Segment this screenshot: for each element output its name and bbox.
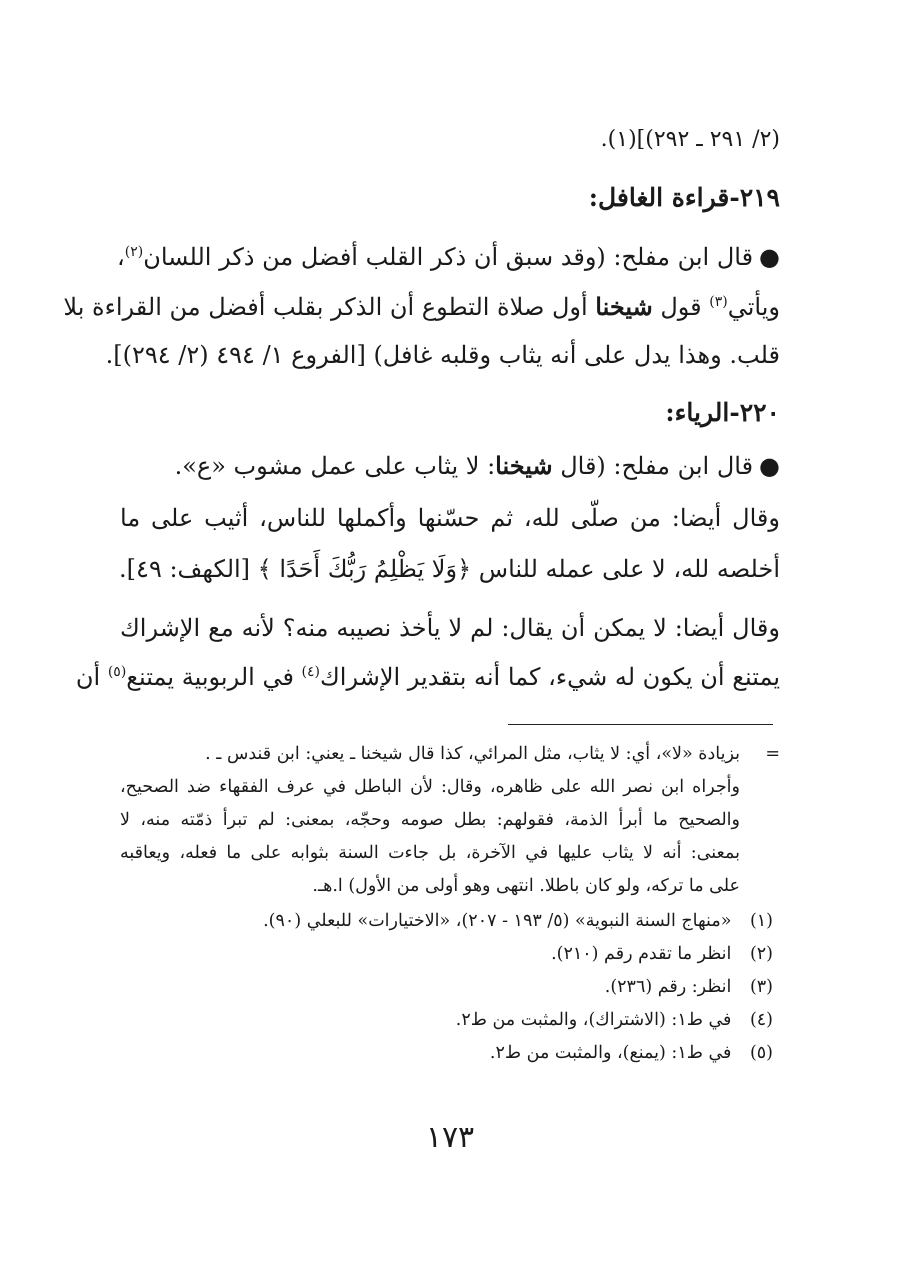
footnote-ref-3: (٣) (709, 294, 728, 310)
sec219-para1-line1: ●قال ابن مفلح: (وقد سبق أن ذكر القلب أفضل من ذكر اللسان$^{(٢)}$، (116, 242, 780, 271)
footnote-continuation-line: = بزيادة «لا»، أي: لا يثاب، مثل المرائي، كذا قال شيخنا ـ يعني: ابن قندس ـ . (120, 738, 740, 771)
footnote-continuation-line: على ما تركه، ولو كان باطلا. انتهى وهو أولى من الأول) ا.هـ. (312, 876, 740, 896)
footnote-continuation-line: بمعنى: أنه لا يثاب عليها في الآخرة، بل جاءت السنة بثوابه على ما فعله، ويعاقبه (120, 843, 740, 863)
footnote-2: (٢) انظر ما تقدم رقم (٢١٠). (551, 944, 773, 964)
reference-line: (٢/ ٢٩١ ـ ٢٩٢)](١). (600, 127, 780, 152)
sec220-para3-line2: يمتنع أن يكون له شيء، كما أنه بتقدير الإشراك$^{(٤)}$ في الربوبية يمتنع$^{(٥)}$ أن (75, 663, 780, 691)
sec219-para1-line3: قلب. وهذا يدل على أنه يثاب وقلبه غافل) [الفروع ١/ ٤٩٤ (٢/ ٢٩٤)]. (105, 341, 780, 369)
footnote-3: (٣) انظر: رقم (٢٣٦). (604, 977, 773, 997)
continuation-mark: = (765, 744, 780, 764)
sec219-para1-line2: ويأتي$^{(٣)}$ قول شيخنا أول صلاة التطوع أن الذكر بقلب أفضل من القراءة بلا (63, 292, 780, 321)
sec220-para2-line1: وقال أيضا: من صلّى لله، ثم حسّنها وأكملها للناس، أثيب على ما (120, 504, 780, 532)
footnote-continuation-line: وأجراه ابن نصر الله على ظاهره، وقال: لأن الباطل في عرف الفقهاء ضد الصحيح، (120, 777, 740, 797)
footnote-separator (508, 724, 773, 725)
sec220-para1: ●قال ابن مفلح: (قال شيخنا: لا يثاب على عمل مشوب «ع». (174, 451, 780, 480)
sec220-para3-line1: وقال أيضا: لا يمكن أن يقال: لم لا يأخذ نصيبه منه؟ لأنه مع الإشراك (120, 614, 780, 642)
footnote-ref-5: (٥) (107, 664, 127, 680)
bullet-icon: ● (759, 451, 780, 480)
shaykh-name: شيخنا (495, 451, 553, 480)
footnote-5: (٥) في ط١: (يمنع)، والمثبت من ط٢. (489, 1043, 773, 1063)
footnote-ref-2: (٢) (124, 244, 144, 260)
shaykh-name: شيخنا (595, 292, 653, 321)
footnote-4: (٤) في ط١: (الاشتراك)، والمثبت من ط٢. (455, 1010, 773, 1030)
section-220-title: ٢٢٠-الرياء: (665, 398, 780, 427)
sec220-para2-line2: أخلصه لله، لا على عمله للناس ﴿وَلَا يَظْلِمُ رَبُّكَ أَحَدًا ﴾ [الكهف: ٤٩]. (119, 555, 780, 583)
footnote-1: (١) «منهاج السنة النبوية» (٥/ ١٩٣ - ٢٠٧)، «الاختيارات» للبعلي (٩٠). (263, 911, 773, 931)
section-219-title: ٢١٩-قراءة الغافل: (588, 183, 780, 212)
page-number: ١٧٣ (425, 1120, 475, 1155)
bullet-icon: ● (759, 242, 780, 271)
footnote-continuation-line: والصحيح ما أبرأ الذمة، فقولهم: بطل صومه وحجّه، بمعنى: لم تبرأ ذمّته منه، لا (120, 810, 740, 830)
footnote-ref-4: (٤) (301, 664, 321, 680)
